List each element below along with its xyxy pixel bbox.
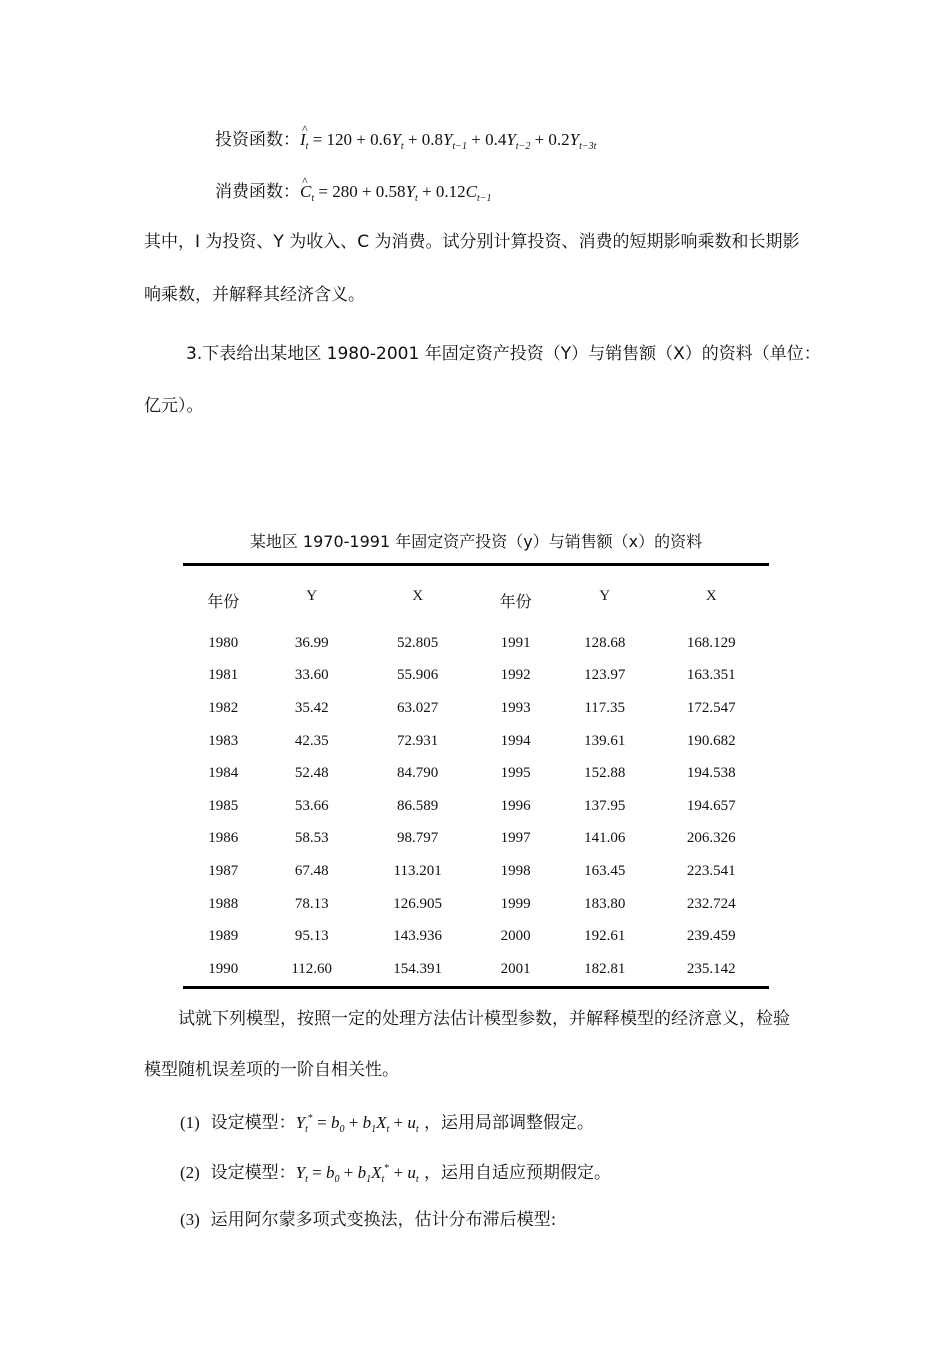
table-cell: 58.53	[294, 830, 329, 847]
question-3-line-1: 3.下表给出某地区 1980-2001 年固定资产投资（Y）与销售额（X）的资料（单位：	[186, 344, 821, 364]
table-cell: 95.13	[294, 928, 329, 945]
table-cell: 113.201	[393, 862, 442, 879]
paragraph-2-line-2: 模型随机误差项的一阶自相关性。	[144, 1060, 399, 1080]
item-2-number: (2)	[180, 1163, 200, 1182]
table-cell: 53.66	[294, 797, 329, 814]
table-cell: 1985	[208, 797, 239, 814]
table-cell: 182.81	[584, 960, 626, 977]
table-cell: 163.45	[584, 862, 626, 879]
table-cell: 55.906	[396, 667, 439, 684]
table-row	[183, 660, 769, 693]
table-cell: 67.48	[294, 862, 329, 879]
table-cell: 183.80	[584, 895, 626, 912]
model-item-2	[180, 1157, 611, 1192]
table-cell: 232.724	[686, 895, 736, 912]
table-cell: 1990	[208, 960, 239, 977]
table-cell: 190.682	[686, 732, 736, 749]
paragraph-1-line-1: 其中，I 为投资、Y 为收入、C 为消费。试分别计算投资、消费的短期影响乘数和长期影	[144, 232, 800, 252]
table-cell: 1980	[208, 634, 239, 651]
header-y-2: Y	[599, 588, 611, 604]
header-year-1: 年份	[207, 591, 240, 611]
table-cell: 36.99	[294, 634, 329, 651]
table-row	[183, 823, 769, 856]
table-cell: 33.60	[294, 667, 329, 684]
table-cell: 84.790	[396, 765, 439, 782]
table-cell: 78.13	[294, 895, 329, 912]
consumption-label: 消费函数：	[215, 182, 300, 202]
table-cell: 152.88	[584, 765, 626, 782]
table-cell: 1996	[500, 797, 531, 814]
table-cell: 223.541	[686, 862, 736, 879]
consumption-function	[215, 180, 492, 211]
table-row	[183, 627, 769, 660]
table-caption: 某地区 1970-1991 年固定资产投资（y）与销售额（x）的资料	[249, 532, 703, 551]
table-cell: 117.35	[584, 699, 626, 716]
table-cell: 1989	[208, 928, 239, 945]
table-cell: 1986	[208, 830, 239, 847]
table-cell: 1998	[500, 862, 531, 879]
item-2-formula: $Y_t = b_0 + b_1X_t^* + u_t$	[295, 1163, 419, 1185]
header-x-2: X	[705, 588, 717, 604]
table-cell: 112.60	[291, 960, 333, 977]
table-cell: 139.61	[584, 732, 626, 749]
table-cell: 235.142	[686, 960, 736, 977]
table-cell: 128.68	[584, 634, 626, 651]
table-cell: 1997	[500, 830, 531, 847]
table-cell: 1991	[500, 634, 531, 651]
header-year-2: 年份	[499, 591, 532, 611]
table-cell: 2001	[500, 960, 531, 977]
table-cell: 1995	[500, 765, 531, 782]
table-cell: 168.129	[686, 634, 736, 651]
table-cell: 1981	[208, 667, 239, 684]
table-cell: 192.61	[584, 928, 626, 945]
table-row	[183, 855, 769, 888]
table-cell: 239.459	[686, 928, 736, 945]
table-cell: 72.931	[396, 732, 439, 749]
question-3-line-2: 亿元）。	[144, 396, 204, 416]
table-cell: 1993	[500, 699, 531, 716]
table-cell: 63.027	[396, 699, 439, 716]
table-row	[183, 953, 769, 987]
table-row	[183, 888, 769, 921]
item-1-note: ，运用局部调整假定。	[424, 1113, 595, 1133]
consumption-formula: ^ $C_t = 280 + 0.58Y_t + 0.12C_{t-1}$	[300, 182, 492, 201]
table-cell: 52.805	[396, 634, 439, 651]
table-cell: 123.97	[584, 667, 626, 684]
item-2-note: ，运用自适应预期假定。	[424, 1163, 612, 1183]
table-cell: 42.35	[294, 732, 329, 749]
table-cell: 143.936	[393, 928, 442, 945]
table-cell: 126.905	[393, 895, 442, 912]
table-cell: 52.48	[294, 765, 329, 782]
header-x-1: X	[412, 588, 424, 604]
model-item-3	[180, 1208, 556, 1232]
table-cell: 1987	[208, 862, 239, 879]
table-body	[183, 627, 769, 987]
table-cell: 1982	[208, 699, 239, 716]
table-cell: 1983	[208, 732, 239, 749]
model-item-1	[180, 1107, 594, 1142]
table-cell: 1984	[208, 765, 239, 782]
table-row	[183, 920, 769, 953]
item-2-label: 设定模型：	[210, 1163, 296, 1183]
table-cell: 1994	[500, 732, 531, 749]
table-cell: 172.547	[686, 699, 736, 716]
investment-function	[215, 128, 596, 159]
table-cell: 194.657	[686, 797, 736, 814]
paragraph-2-line-1: 试就下列模型，按照一定的处理方法估计模型参数，并解释模型的经济意义，检验	[178, 1009, 790, 1029]
table-cell: 1999	[500, 895, 531, 912]
table-cell: 206.326	[686, 830, 736, 847]
table-cell: 154.391	[393, 960, 442, 977]
item-1-label: 设定模型：	[210, 1113, 296, 1133]
item-1-number: (1)	[180, 1113, 200, 1132]
table-cell: 1992	[500, 667, 531, 684]
table-row	[183, 790, 769, 823]
table-cell: 137.95	[584, 797, 626, 814]
table-cell: 1988	[208, 895, 239, 912]
investment-label: 投资函数：	[215, 130, 300, 150]
table-header-row	[183, 565, 769, 628]
table-cell: 86.589	[396, 797, 439, 814]
table-cell: 141.06	[584, 830, 626, 847]
table-cell: 2000	[500, 928, 531, 945]
data-table	[183, 563, 769, 989]
table-cell: 35.42	[294, 699, 329, 716]
item-3-number: (3)	[180, 1210, 200, 1229]
header-y-1: Y	[306, 588, 318, 604]
table-cell: 194.538	[686, 765, 736, 782]
table-row	[183, 725, 769, 758]
table-row	[183, 757, 769, 790]
investment-formula: ^ $I_t = 120 + 0.6Y_t + 0.8Y_{t-1} + 0.4Y_{t-2} + 0.2Y_{t-3t}$	[300, 130, 596, 149]
item-3-text: 运用阿尔蒙多项式变换法，估计分布滞后模型:	[210, 1210, 557, 1230]
table-cell: 163.351	[686, 667, 736, 684]
paragraph-1-line-2: 响乘数，并解释其经济含义。	[144, 285, 365, 305]
table-row	[183, 692, 769, 725]
item-1-formula: $Y_t^* = b_0 + b_1X_t + u_t$	[295, 1113, 419, 1135]
table-cell: 98.797	[396, 830, 439, 847]
